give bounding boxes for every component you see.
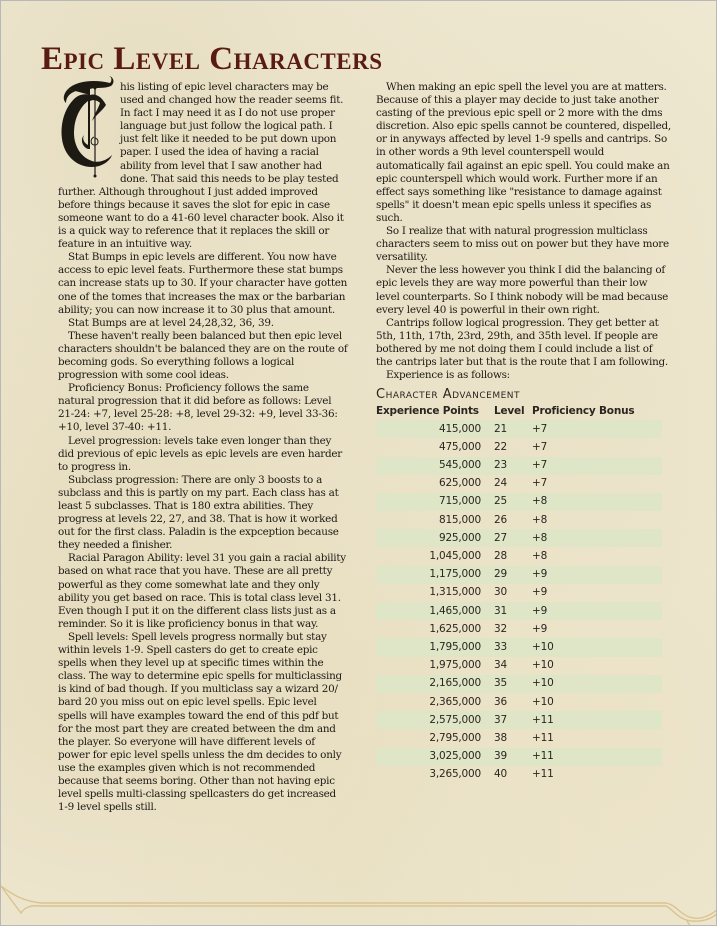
table-row: [376, 602, 662, 620]
level-cell: 30: [494, 586, 507, 599]
intro-paragraph: his listing of epic level characters may be used and changed how the reader seems fit. In fact I may need it as I do not use proper language but just follow the logical path. I just felt like it needed to be put down upon paper. I used the idea of having a racial ability from level that I saw another had done. That said this needs to be play tested further. Although throughout I just added improved before things because it saves the slot for epic in case someone want to do a 41-60 level character book. Also it is a quick way to reference that it replaces the skill or feature in an intuitive way.: [58, 81, 344, 251]
xp-cell: 1,975,000: [429, 659, 481, 672]
level-cell: 25: [494, 493, 532, 511]
level-cell: 29: [494, 566, 532, 584]
proficiency-cell: +8: [532, 493, 662, 511]
level-cell: 24: [494, 477, 507, 490]
experience-intro-paragraph: Experience is as follows:: [386, 369, 510, 382]
proficiency-cell: +10: [532, 695, 554, 708]
level-cell: 22: [494, 440, 507, 453]
level-cell: 36: [494, 695, 507, 708]
level-cell: 26: [494, 513, 507, 526]
proficiency-cell: +8: [532, 529, 662, 547]
footer-ornament-icon: [1, 881, 717, 926]
table-row: [376, 766, 662, 784]
level-cell: 35: [494, 675, 532, 693]
proficiency-cell: +9: [532, 586, 548, 599]
xp-cell: 815,000: [438, 513, 481, 526]
table-row: [376, 529, 662, 547]
spell-levels-paragraph: Spell levels: Spell levels progress normally but stay within levels 1-9. Spell casters do get to create epic spells when they level up at specific times within the class. The way to determine epic spells for multiclassing is kind of bad though. If you multiclass say a wizard 20/ bard 20 you miss out on epic level spells. Epic level spells will have examples toward the end of this pdf but for the most part they are created between the dm and the player. So everyone will have different levels of power for epic level spells unless the dm decides to only use the examples given which is not recommended because that seems boring. Other than not having epic level spells multi-classing spellcasters do get increased 1-9 level spells still.: [58, 630, 342, 814]
level-progression-paragraph: Level progression: levels take even longer than they did previous of epic levels as epic levels are even harder to progress in.: [58, 434, 342, 473]
table-row: [376, 729, 662, 747]
right-column: [376, 81, 671, 784]
xp-cell: 2,165,000: [376, 675, 494, 693]
proficiency-cell: +10: [532, 675, 662, 693]
level-cell: 21: [494, 420, 532, 438]
xp-cell: 3,025,000: [376, 748, 494, 766]
header-level: Level: [494, 405, 525, 418]
xp-cell: 625,000: [438, 477, 481, 490]
xp-cell: 2,575,000: [376, 711, 494, 729]
proficiency-cell: +7: [532, 420, 662, 438]
xp-cell: 415,000: [376, 420, 494, 438]
proficiency-cell: +8: [532, 550, 548, 563]
proficiency-cell: +9: [532, 566, 662, 584]
proficiency-cell: +10: [532, 638, 662, 656]
level-cell: 23: [494, 457, 532, 475]
level-cell: 39: [494, 748, 532, 766]
page-title: Epic Level Characters: [41, 41, 383, 77]
proficiency-cell: +8: [532, 513, 548, 526]
table-row: [376, 420, 662, 438]
table-row: [376, 493, 662, 511]
level-cell: 38: [494, 731, 507, 744]
xp-cell: 545,000: [376, 457, 494, 475]
left-column: [58, 81, 348, 814]
header-proficiency-bonus: Proficiency Bonus: [532, 405, 635, 418]
table-row: [376, 638, 662, 656]
xp-cell: 715,000: [376, 493, 494, 511]
proficiency-cell: +9: [532, 602, 662, 620]
table-row: [376, 475, 662, 493]
xp-cell: 1,315,000: [429, 586, 481, 599]
level-cell: 31: [494, 602, 532, 620]
level-cell: 34: [494, 659, 507, 672]
table-row: [376, 438, 662, 456]
table-row: [376, 711, 662, 729]
table-row: [376, 566, 662, 584]
dropcap-t-icon: [54, 75, 116, 179]
xp-cell: 1,795,000: [376, 638, 494, 656]
proficiency-cell: +11: [532, 711, 662, 729]
table-row: [376, 620, 662, 638]
proficiency-cell: +10: [532, 659, 554, 672]
proficiency-cell: +11: [532, 731, 554, 744]
stat-bumps-paragraph: Stat Bumps in epic levels are different. You now have access to epic level feats. Furthermore these stat bumps can increase stats up to 30. If your character have gotten one of the tomes that increases the max or the barbarian ability; you can now increase it to 30 plus that amount.: [58, 251, 348, 316]
table-header-row: [376, 403, 662, 420]
xp-cell: 2,795,000: [429, 731, 481, 744]
multiclass-paragraph: So I realize that with natural progression multiclass characters seem to miss out on power but they have more versatility.: [376, 225, 669, 264]
proficiency-cell: +7: [532, 440, 548, 453]
xp-cell: 1,625,000: [429, 622, 481, 635]
racial-paragon-paragraph: Racial Paragon Ability: level 31 you gain a racial ability based on what race that you have. These are all pretty powerful as they come somewhat late and they only ability you get based on race. This is total class level 31. Even though I put it on the different class lists just as a reminder. So it is like proficiency bonus in that way.: [58, 552, 346, 630]
level-cell: 37: [494, 711, 532, 729]
xp-cell: 2,365,000: [429, 695, 481, 708]
epic-spell-paragraph: When making an epic spell the level you are at matters. Because of this a player may decide to just take another casting of the previous epic spell or 2 more with the dms discretion. Also epic spells cannot be countered, dispelled, or in anyways affected by level 1-9 spells and cantrips. So in other words a 9th level counterspell would automatically fail against an epic spell. You could make an epic counterspell which would work. Further more if an effect says something like "resistance to damage against spells" it doesn't mean epic spells unless it specifies as such.: [376, 81, 671, 224]
balancing-paragraph: Never the less however you think I did the balancing of epic levels they are way more powerful than their low level counterparts. So I think nobody will be mad because every level 40 is powerful in their own right.: [376, 264, 669, 316]
xp-cell: 475,000: [438, 440, 481, 453]
proficiency-cell: +9: [532, 622, 548, 635]
proficiency-cell: +7: [532, 457, 662, 475]
table-row: [376, 675, 662, 693]
xp-cell: 925,000: [376, 529, 494, 547]
character-advancement-table: [376, 403, 662, 784]
proficiency-cell: +7: [532, 477, 548, 490]
table-row: [376, 547, 662, 565]
table-row: [376, 748, 662, 766]
table-row: [376, 657, 662, 675]
level-cell: 40: [494, 768, 507, 781]
table-row: [376, 584, 662, 602]
table-title: Character Advancement: [376, 387, 521, 403]
balance-paragraph: These haven't really been balanced but then epic level characters shouldn't be balanced they are on the route of becoming gods. So everything follows a logical progression with some cool ideas.: [58, 329, 348, 382]
level-cell: 28: [494, 550, 507, 563]
header-experience-points: Experience Points: [376, 405, 479, 418]
table-row: [376, 693, 662, 711]
proficiency-cell: +11: [532, 748, 662, 766]
stat-bump-levels-paragraph: Stat Bumps are at level 24,28,32, 36, 39.: [68, 316, 274, 329]
table-row: [376, 511, 662, 529]
xp-cell: 3,265,000: [429, 768, 481, 781]
xp-cell: 1,045,000: [429, 550, 481, 563]
proficiency-cell: +11: [532, 768, 554, 781]
table-row: [376, 457, 662, 475]
level-cell: 33: [494, 638, 532, 656]
cantrips-paragraph: Cantrips follow logical progression. They get better at 5th, 11th, 17th, 23rd, 29th, and 35th level. If people are bothered by me not doing them I could include a list of the cantrips later but that is the route that I am following.: [376, 316, 668, 368]
level-cell: 32: [494, 622, 507, 635]
level-cell: 27: [494, 529, 532, 547]
xp-cell: 1,465,000: [376, 602, 494, 620]
subclass-progression-paragraph: Subclass progression: There are only 3 boosts to a subclass and this is partly on my part. Each class has at least 5 subclasses. That is 180 extra abilities. They progress at levels 22, 27, and 38. That is how it worked out for the first class. Paladin is the expception because they needed a finisher.: [58, 473, 339, 552]
xp-cell: 1,175,000: [376, 566, 494, 584]
proficiency-paragraph: Proficiency Bonus: Proficiency follows the same natural progression that it did before as follows: Level 21-24: +7, level 25-28: +8, level 29-32: +9, level 33-36: +10, level 37-40: +11.: [58, 382, 338, 434]
